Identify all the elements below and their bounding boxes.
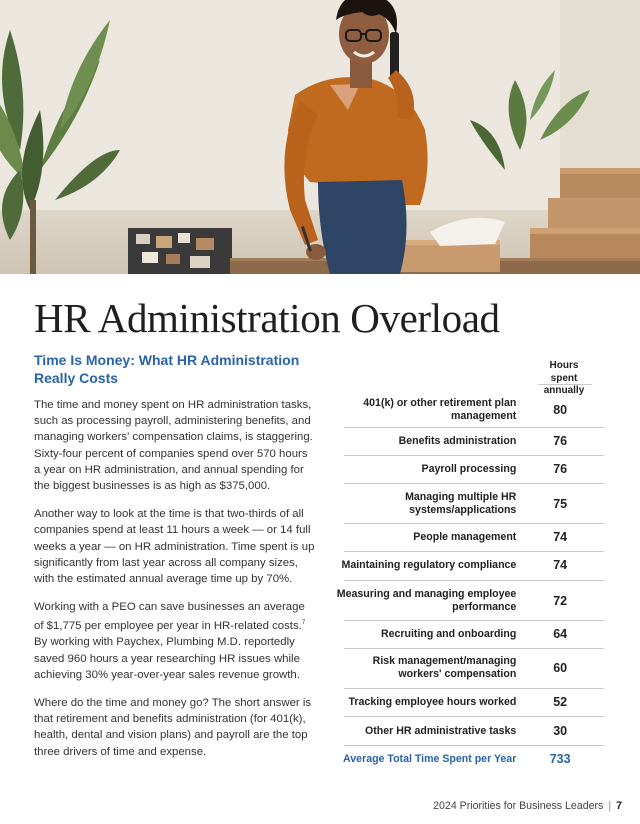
row-divider <box>344 716 604 717</box>
table-row <box>334 431 604 451</box>
total-label: Average Total Time Spent per Year <box>343 752 517 765</box>
paragraph-3 <box>34 599 316 683</box>
page-number: 7 <box>616 800 622 812</box>
row-value: 30 <box>553 724 568 738</box>
row-label: Recruiting and onboarding <box>380 627 517 640</box>
page-title: HR Administration Overload <box>34 295 500 341</box>
table-row <box>334 692 604 712</box>
table-total-row <box>334 749 604 769</box>
table-row <box>334 624 604 644</box>
article-body <box>34 351 316 772</box>
table-row <box>334 652 604 684</box>
row-value: 74 <box>553 558 568 572</box>
row-value: 72 <box>553 594 568 608</box>
table-row <box>334 527 604 547</box>
footnote-marker: 7 <box>301 620 306 627</box>
row-divider <box>344 648 604 649</box>
page-footer <box>433 800 622 812</box>
row-label: 401(k) or other retirement plan management <box>363 397 517 422</box>
row-value: 74 <box>553 530 568 544</box>
row-value: 64 <box>553 627 568 641</box>
row-divider <box>344 745 604 746</box>
row-divider <box>344 551 604 552</box>
header-divider <box>538 384 592 385</box>
row-label: Managing multiple HR systems/applications <box>405 491 517 516</box>
row-divider <box>344 580 604 581</box>
row-label: Benefits administration <box>398 434 517 447</box>
table-row <box>334 394 604 426</box>
table-row <box>334 585 604 617</box>
row-value: 75 <box>553 497 568 511</box>
row-label: Payroll processing <box>421 462 517 475</box>
row-value: 52 <box>553 695 568 709</box>
row-value: 80 <box>553 403 568 417</box>
total-value: 733 <box>549 752 571 766</box>
paragraph-3-text: Working with a PEO can save businesses an average of $1,775 per employee per year in HR-related costs. <box>34 601 305 633</box>
table-row <box>334 555 604 575</box>
row-divider <box>344 427 604 428</box>
row-divider <box>344 483 604 484</box>
paragraph-4: Where do the time and money go? The short answer is that retirement and benefits administration (for 401(k), health, dental and vision plans) and payroll are the top three drivers of time and expense. <box>34 697 312 758</box>
row-label: Measuring and managing employee performance <box>336 588 517 613</box>
table-row <box>334 721 604 741</box>
paragraph-2: Another way to look at the time is that two-thirds of all companies spend at least 11 hours a week — or 14 full weeks a year — on HR administration. Time spent is up significantly from last year across all company sizes, with the estimated annual average time up by 70%. <box>34 508 315 586</box>
table-column-header: Hours spent annually <box>543 360 585 396</box>
row-label: Maintaining regulatory compliance <box>341 558 517 571</box>
footer-publication: 2024 Priorities for Business Leaders <box>433 800 604 812</box>
row-divider <box>344 455 604 456</box>
section-subhead: Time Is Money: What HR Administration Really Costs <box>34 352 300 386</box>
hero-photo <box>0 0 640 274</box>
row-divider <box>344 620 604 621</box>
row-label: People management <box>413 530 517 543</box>
table-row <box>334 488 604 520</box>
row-value: 76 <box>553 462 568 476</box>
footer-separator: | <box>608 800 612 812</box>
row-label: Risk management/managing workers' compensation <box>372 655 517 680</box>
row-value: 60 <box>553 661 568 675</box>
paragraph-3-rest: By working with Paychex, Plumbing M.D. reportedly saved 960 hours a year researching HR issues while achieving 30% year-over-year sales revenue growth. <box>34 636 300 681</box>
row-label: Other HR administrative tasks <box>365 724 517 737</box>
row-value: 76 <box>553 434 568 448</box>
table-row <box>334 459 604 479</box>
row-divider <box>344 688 604 689</box>
row-label: Tracking employee hours worked <box>348 695 517 708</box>
hero-illustration <box>0 0 640 274</box>
paragraph-1: The time and money spent on HR administration tasks, such as processing payroll, administering benefits, and managing workers' compensation claims, is staggering. Sixty-four percent of companies spend over 570 hours a year on HR administration, and annual spending for the biggest businesses is as high as $375,000. <box>34 399 313 493</box>
row-divider <box>344 523 604 524</box>
